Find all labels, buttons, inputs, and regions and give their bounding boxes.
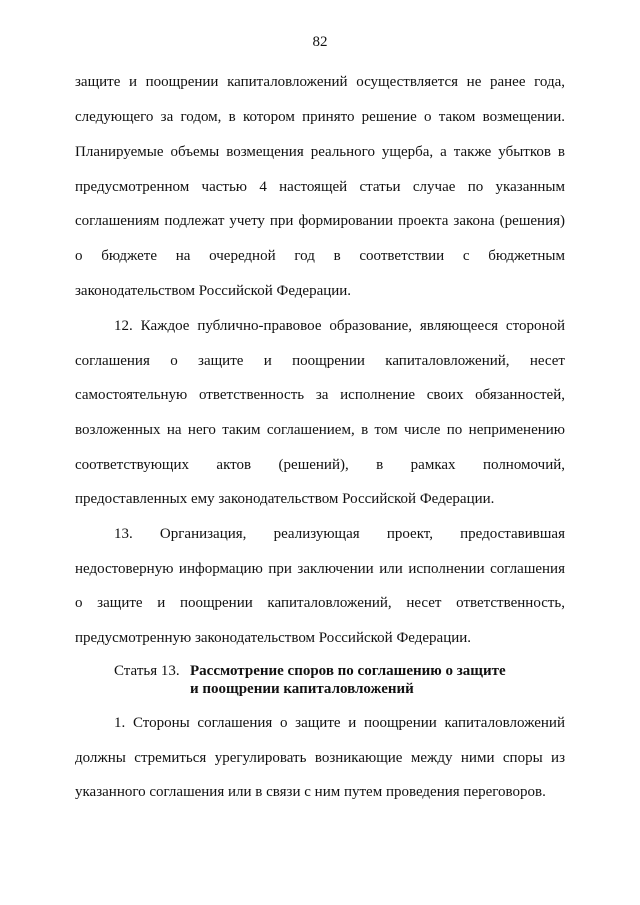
text-line: 1. Стороны соглашения о защите и поощрении капиталовложений <box>114 715 565 731</box>
text-line: предусмотренную законодательством Российской Федерации. <box>75 630 472 646</box>
text-line: 12. Каждое публично-правовое образование, являющееся стороной <box>114 318 565 334</box>
article-label: Статья 13. <box>114 663 180 679</box>
text-line: недостоверную информацию при заключении или исполнении соглашения <box>75 561 565 577</box>
text-line: Планируемые объемы возмещения реального ущерба, а также убытков в <box>75 144 565 160</box>
text-line: следующего за годом, в котором принято решение о таком возмещении. <box>75 109 565 125</box>
text-line: соглашениям подлежат учету при формировании проекта закона (решения) <box>75 213 565 229</box>
text-line: законодательством Российской Федерации. <box>75 283 352 299</box>
text-line: должны стремиться урегулировать возникающие между ними споры из <box>75 750 565 766</box>
text-line: самостоятельную ответственность за исполнение своих обязанностей, <box>75 387 565 403</box>
text-line: защите и поощрении капиталовложений осуществляется не ранее года, <box>75 74 565 90</box>
text-line: указанного соглашения или в связи с ним путем проведения переговоров. <box>75 784 546 800</box>
text-line: соглашения о защите и поощрении капиталовложений, несет <box>75 353 565 369</box>
text-line: возложенных на него таким соглашением, в том числе по неприменению <box>75 422 565 438</box>
page-number: 82 <box>312 34 328 50</box>
article-title-line-1: Рассмотрение споров по соглашению о защите <box>190 663 506 679</box>
text-line: о бюджете на очередной год в соответствии с бюджетным <box>75 248 565 264</box>
article-heading-line <box>114 662 506 680</box>
text-line: 13. Организация, реализующая проект, предоставившая <box>114 526 565 542</box>
text-line: предоставленных ему законодательством Российской Федерации. <box>75 491 495 507</box>
article-title-line-2: и поощрении капиталовложений <box>190 681 414 697</box>
text-line: предусмотренном частью 4 настоящей статьи случае по указанным <box>75 179 565 195</box>
text-line: о защите и поощрении капиталовложений, несет ответственность, <box>75 595 565 611</box>
text-line: соответствующих актов (решений), в рамках полномочий, <box>75 457 565 473</box>
